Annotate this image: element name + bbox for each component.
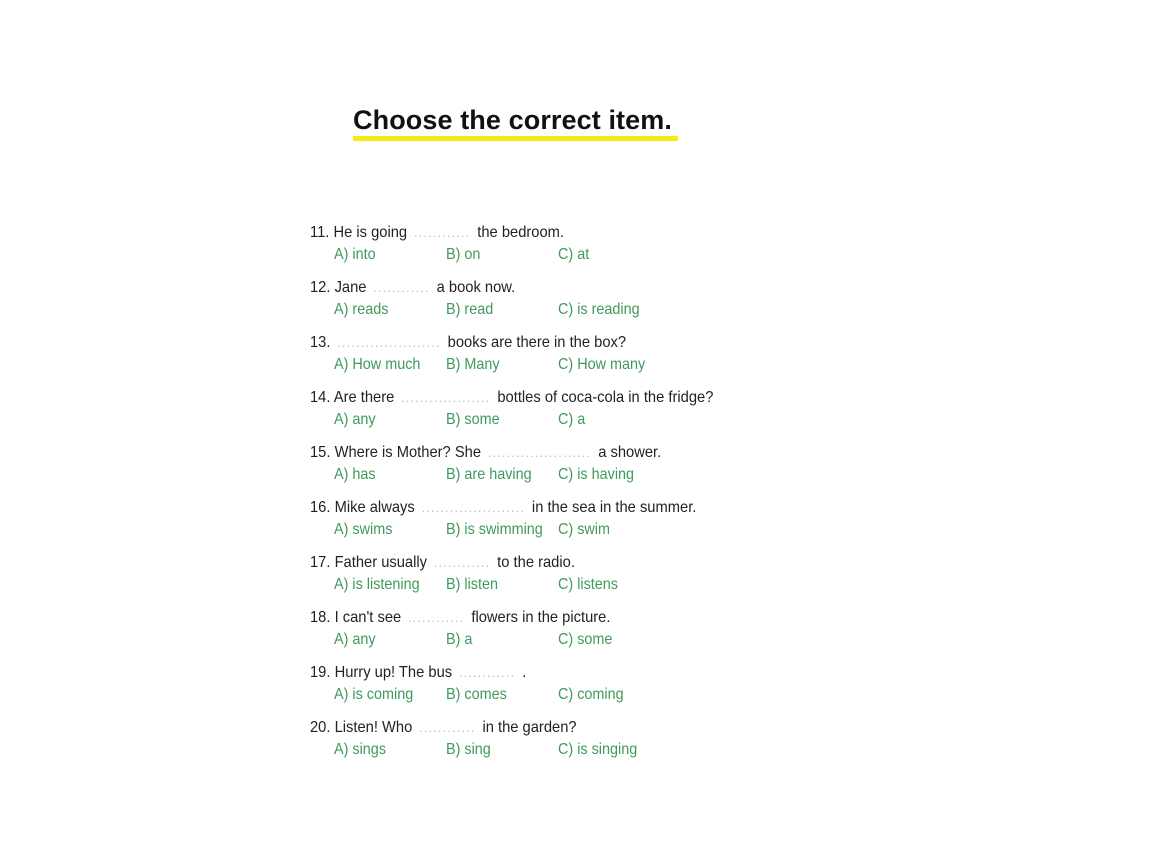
option-b: B) are having <box>446 466 532 483</box>
stem-text-after: in the garden? <box>482 719 577 736</box>
stem-text-before: Where is Mother? She <box>334 444 482 461</box>
stem-text-after: books are there in the box? <box>447 334 627 351</box>
question-number: 19. <box>310 664 331 681</box>
option-a: A) any <box>334 411 376 428</box>
stem-text-before: Mike always <box>334 499 415 516</box>
question-item <box>310 277 830 332</box>
option-b: B) is swimming <box>446 521 543 538</box>
question-number: 18. <box>310 609 331 626</box>
answer-options <box>334 629 814 651</box>
stem-text-after: to the radio. <box>497 554 575 571</box>
option-c: C) is having <box>558 466 635 483</box>
question-item <box>310 552 830 607</box>
question-item <box>310 607 830 662</box>
question-stem <box>310 277 515 299</box>
stem-text-after: bottles of coca-cola in the fridge? <box>497 389 714 406</box>
question-item <box>310 387 830 442</box>
question-item <box>310 662 830 717</box>
stem-text-before: I can't see <box>334 609 402 626</box>
stem-text-after: . <box>522 664 527 681</box>
question-number: 11. <box>310 224 330 241</box>
question-number: 14. <box>310 389 331 406</box>
stem-text-before: He is going <box>333 224 408 241</box>
question-stem <box>310 222 564 244</box>
stem-text-after: the bedroom. <box>477 224 565 241</box>
answer-blank: ............ <box>413 225 471 240</box>
answer-blank: ............ <box>373 280 430 295</box>
option-a: A) is coming <box>334 686 414 703</box>
answer-options <box>334 519 814 541</box>
option-c: C) some <box>558 631 613 648</box>
answer-blank: ............ <box>458 665 516 680</box>
option-c: C) How many <box>558 356 646 373</box>
question-number: 13. <box>310 334 331 351</box>
option-a: A) reads <box>334 301 389 318</box>
option-c: C) swim <box>558 521 610 538</box>
option-c: C) listens <box>558 576 619 593</box>
option-a: A) is listening <box>334 576 420 593</box>
stem-text-before: Hurry up! The bus <box>334 664 453 681</box>
answer-options <box>334 244 814 266</box>
option-b: B) a <box>446 631 473 648</box>
option-a: A) any <box>334 631 376 648</box>
question-stem <box>310 442 661 464</box>
question-item <box>310 497 830 552</box>
option-a: A) has <box>334 466 376 483</box>
answer-options <box>334 739 814 761</box>
option-b: B) some <box>446 411 500 428</box>
stem-text-before: Father usually <box>334 554 428 571</box>
answer-options <box>334 464 814 486</box>
question-stem <box>310 497 696 519</box>
question-number: 15. <box>310 444 331 461</box>
question-stem <box>310 387 713 409</box>
stem-text-after: flowers in the picture. <box>471 609 611 626</box>
question-stem <box>310 717 577 739</box>
question-stem <box>310 607 610 629</box>
question-item <box>310 222 830 277</box>
option-b: B) listen <box>446 576 499 593</box>
exercise-title: Choose the correct item. <box>353 105 672 135</box>
option-c: C) coming <box>558 686 624 703</box>
answer-blank: ...................... <box>337 335 441 350</box>
answer-blank: ...................... <box>421 500 526 515</box>
answer-options <box>334 574 814 596</box>
stem-text-before: Jane <box>334 279 367 296</box>
question-number: 16. <box>310 499 331 516</box>
question-number: 20. <box>310 719 331 736</box>
option-c: C) at <box>558 246 590 263</box>
option-a: A) How much <box>334 356 421 373</box>
option-b: B) Many <box>446 356 500 373</box>
question-item <box>310 442 830 497</box>
answer-blank: ............ <box>419 720 476 735</box>
option-c: C) is singing <box>558 741 638 758</box>
question-item <box>310 332 830 387</box>
option-b: B) sing <box>446 741 491 758</box>
option-a: A) swims <box>334 521 393 538</box>
option-c: C) a <box>558 411 586 428</box>
question-number: 12. <box>310 279 331 296</box>
answer-options <box>334 354 814 376</box>
option-b: B) comes <box>446 686 507 703</box>
answer-blank: ................... <box>401 390 491 405</box>
answer-options <box>334 409 814 431</box>
option-b: B) read <box>446 301 494 318</box>
question-number: 17. <box>310 554 331 571</box>
stem-text-after: in the sea in the summer. <box>531 499 697 516</box>
answer-blank: ............ <box>433 555 491 570</box>
option-a: A) into <box>334 246 376 263</box>
question-stem <box>310 552 575 574</box>
option-b: B) on <box>446 246 481 263</box>
question-list <box>310 222 830 772</box>
answer-blank: ...................... <box>487 445 592 460</box>
question-stem <box>310 332 626 354</box>
answer-options <box>334 299 814 321</box>
option-a: A) sings <box>334 741 387 758</box>
title-highlight-underline <box>353 136 678 141</box>
answer-blank: ............ <box>408 610 465 625</box>
question-item <box>310 717 830 772</box>
question-stem <box>310 662 526 684</box>
answer-options <box>334 684 814 706</box>
stem-text-before: Listen! Who <box>334 719 413 736</box>
option-c: C) is reading <box>558 301 640 318</box>
stem-text-before: Are there <box>333 389 395 406</box>
stem-text-after: a book now. <box>436 279 516 296</box>
stem-text-after: a shower. <box>598 444 662 461</box>
